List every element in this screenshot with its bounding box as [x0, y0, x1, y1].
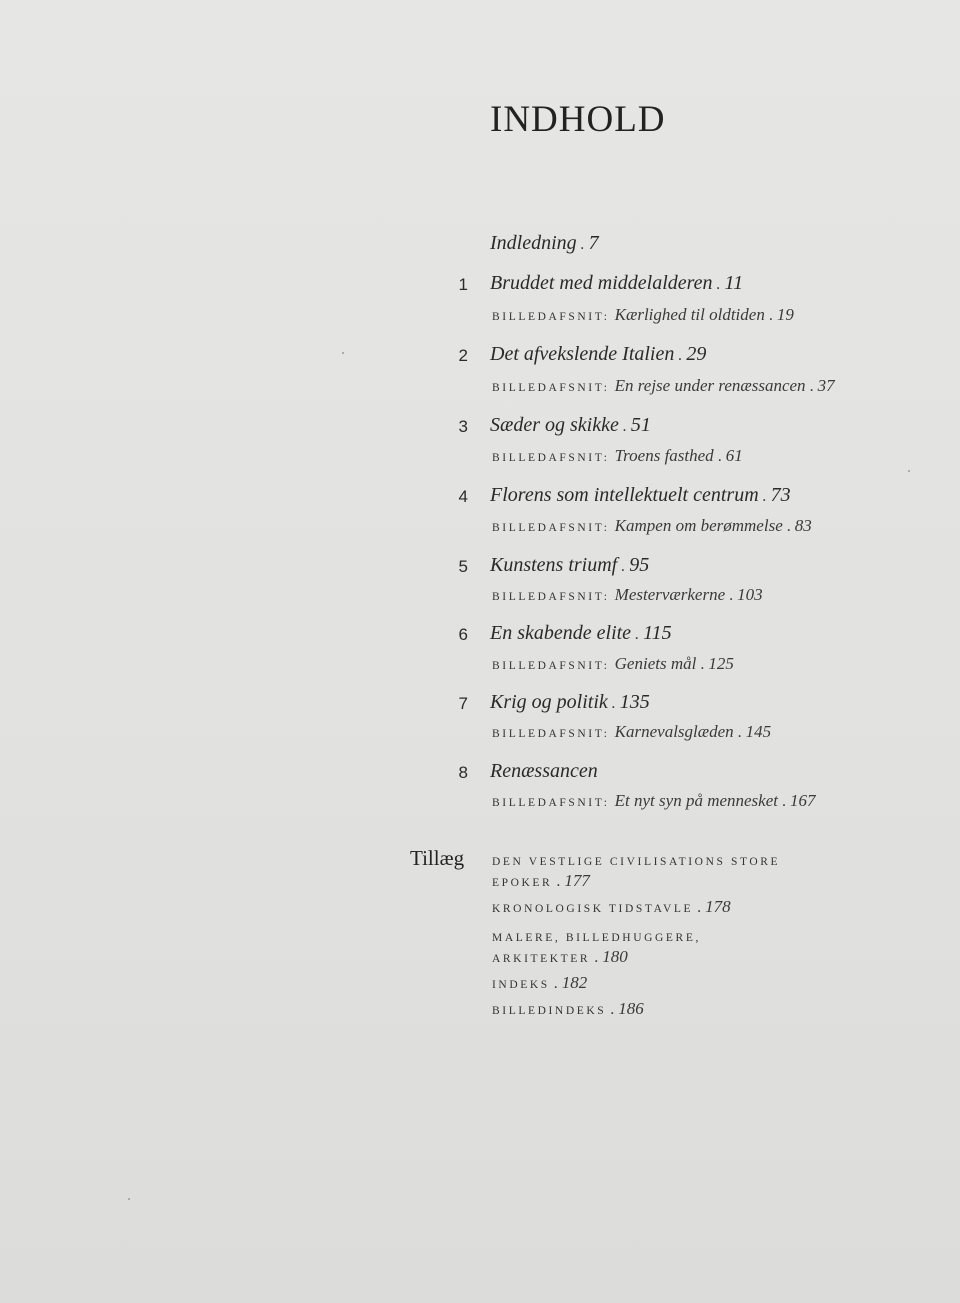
paper-speck — [342, 352, 344, 354]
appendix-item-page: 177 — [564, 871, 590, 890]
picture-section: BILLEDAFSNIT: Geniets mål . 125 — [492, 654, 734, 673]
chapter-page: 29 — [686, 343, 707, 365]
appendix-item-page: 178 — [705, 897, 731, 916]
chapter-title-line: Bruddet med middelalderen . 11 — [490, 272, 744, 294]
chapter-title-line: Krig og politik . 135 — [490, 691, 650, 713]
page-title: INDHOLD — [490, 99, 666, 140]
appendix-item-line1: INDEKS — [492, 979, 550, 991]
chapter-number: 3 — [458, 417, 468, 436]
picture-title: Troens fasthed — [614, 446, 714, 465]
chapter-number: 2 — [458, 346, 468, 365]
chapter-number: 5 — [458, 557, 468, 576]
picture-title: Karnevalsglæden — [614, 722, 734, 741]
chapter-title-line: En skabende elite . 115 — [490, 622, 672, 644]
appendix-item-page: 180 — [602, 947, 628, 966]
picture-page: 145 — [745, 722, 772, 741]
chapter-page: 135 — [619, 691, 650, 713]
paper-speck — [128, 1198, 130, 1200]
picture-page: 37 — [817, 376, 835, 395]
picture-page: 19 — [776, 305, 794, 324]
section-label: BILLEDAFSNIT: — [492, 660, 610, 672]
chapter-title: Florens som intellektuelt centrum — [490, 484, 759, 506]
appendix-item-indeks: INDEKS . 182 — [492, 973, 588, 992]
chapter-title: Krig og politik — [490, 691, 608, 713]
picture-section: BILLEDAFSNIT: Et nyt syn på mennesket . 167 — [492, 791, 816, 810]
picture-title: Et nyt syn på mennesket — [614, 791, 778, 810]
chapter-title: En skabende elite — [490, 622, 632, 644]
paper-speck — [908, 470, 910, 472]
chapter-number: 8 — [458, 763, 468, 782]
chapter-page: 51 — [630, 414, 651, 436]
picture-page: 103 — [737, 585, 763, 604]
picture-section: BILLEDAFSNIT: Troens fasthed . 61 — [492, 446, 743, 465]
picture-title: En rejse under renæssancen — [614, 376, 806, 395]
chapter-title-line: Sæder og skikke . 51 — [490, 414, 651, 436]
appendix-item-malere: MALERE, BILLEDHUGGERE, ARKITEKTER . 180 — [492, 932, 701, 966]
chapter-title-line: Kunstens triumf . 95 — [490, 554, 650, 576]
section-label: BILLEDAFSNIT: — [492, 382, 610, 394]
picture-section: BILLEDAFSNIT: Kærlighed til oldtiden . 19 — [492, 305, 794, 324]
appendix-item-billedindeks: BILLEDINDEKS . 186 — [492, 999, 644, 1018]
appendix-label: Tillæg — [410, 846, 465, 870]
chapter-title-line: Det afvekslende Italien . 29 — [490, 343, 707, 365]
picture-title: Geniets mål — [614, 654, 697, 673]
chapter-title: Bruddet med middelalderen — [490, 272, 713, 294]
appendix-item-line1: KRONOLOGISK TIDSTAVLE — [492, 903, 694, 915]
chapter-page: 115 — [643, 622, 672, 644]
picture-title: Kampen om berømmelse — [614, 516, 783, 535]
picture-title: Mesterværkerne — [614, 585, 726, 604]
appendix-item-line1: BILLEDINDEKS — [492, 1005, 607, 1017]
picture-page: 167 — [790, 791, 816, 810]
appendix-item-line1: DEN VESTLIGE CIVILISATIONS STORE — [492, 856, 781, 868]
picture-section: BILLEDAFSNIT: Karnevalsglæden . 145 — [492, 722, 772, 741]
chapter-number: 6 — [458, 625, 468, 644]
chapter-title-line: Florens som intellektuelt centrum . 73 — [490, 484, 791, 506]
section-label: BILLEDAFSNIT: — [492, 591, 610, 603]
appendix-item-line2: ARKITEKTER — [492, 953, 591, 965]
picture-section: BILLEDAFSNIT: Kampen om berømmelse . 83 — [492, 516, 812, 535]
intro-entry: Indledning . 7 — [490, 232, 599, 254]
section-label: BILLEDAFSNIT: — [492, 797, 610, 809]
section-label: BILLEDAFSNIT: — [492, 452, 610, 464]
picture-section: BILLEDAFSNIT: En rejse under renæssancen . 37 — [492, 376, 835, 395]
chapter-title: Kunstens triumf — [490, 554, 618, 576]
chapter-number: 4 — [458, 487, 468, 506]
intro-page: 7 — [588, 232, 599, 254]
chapter-number: 7 — [458, 694, 468, 713]
section-label: BILLEDAFSNIT: — [492, 311, 610, 323]
picture-page: 61 — [725, 446, 743, 465]
chapter-title: Renæssancen — [490, 760, 598, 782]
picture-title: Kærlighed til oldtiden — [614, 305, 765, 324]
picture-page: 83 — [794, 516, 812, 535]
appendix-item-epoker: DEN VESTLIGE CIVILISATIONS STORE EPOKER . 177 — [492, 856, 781, 890]
appendix-item-page: 186 — [618, 999, 644, 1018]
appendix-item-line2: EPOKER — [492, 877, 553, 889]
chapter-number: 1 — [458, 275, 468, 294]
chapter-page: 95 — [629, 554, 650, 576]
chapter-title: Sæder og skikke — [490, 414, 619, 436]
chapter-page: 11 — [724, 272, 744, 294]
picture-section: BILLEDAFSNIT: Mesterværkerne . 103 — [492, 585, 763, 604]
appendix-item-line1: MALERE, BILLEDHUGGERE, — [492, 932, 701, 944]
chapter-page: 73 — [770, 484, 791, 506]
section-label: BILLEDAFSNIT: — [492, 728, 610, 740]
chapter-title: Det afvekslende Italien — [490, 343, 675, 365]
section-label: BILLEDAFSNIT: — [492, 522, 610, 534]
intro-label: Indledning — [490, 232, 577, 254]
appendix-item-page: 182 — [561, 973, 588, 992]
appendix-item-tidstavle: KRONOLOGISK TIDSTAVLE . 178 — [492, 897, 731, 916]
chapter-title-line — [490, 760, 598, 783]
picture-page: 125 — [708, 654, 734, 673]
